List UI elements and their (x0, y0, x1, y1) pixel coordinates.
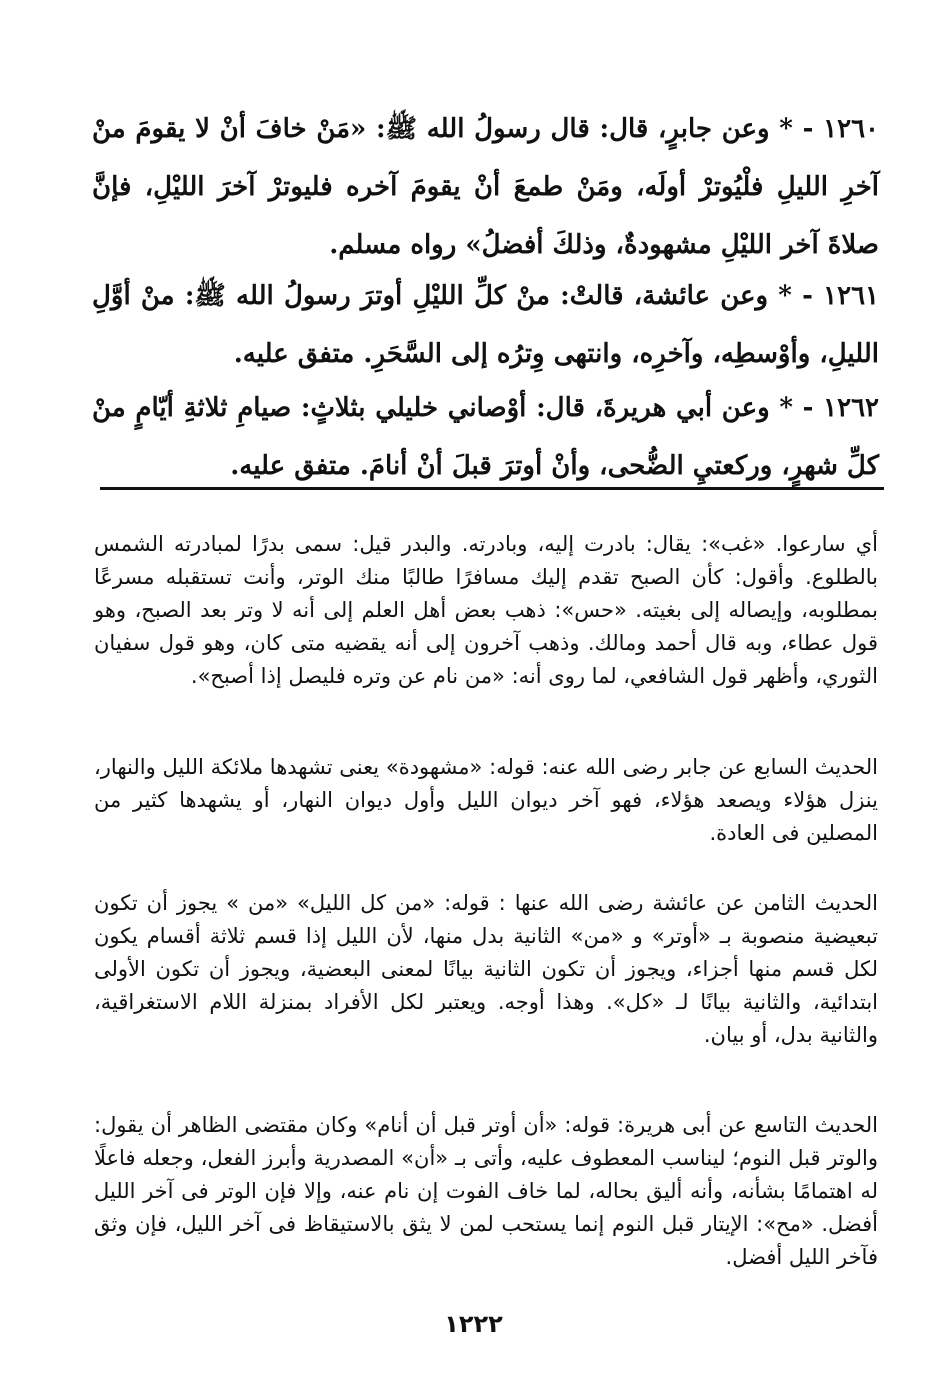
footnote-divider (100, 487, 884, 490)
hadith-1262: ١٢٦٢ - * وعن أبي هريرةَ، قال: أوْصاني خليلي بثلاثٍ: صيامِ ثلاثةِ أيّامٍ منْ كلِّ شهرٍ، وركعتيِ الضُّحى، وأنْ أوترَ قبلَ أنْ أنامَ. متفق عليه. (92, 393, 879, 481)
hadith-1261: ١٢٦١ - * وعن عائشة، قالتْ: منْ كلِّ الليْلِ أوترَ رسولُ الله ﷺ: منْ أوَّلِ الليلِ، وأوْسطِه، وآخرِه، وانتهى وِترُه إلى السَّحَرِ. متفق عليه. (92, 281, 879, 369)
commentary-paragraph-2: الحديث السابع عن جابر رضى الله عنه: قوله: «مشهودة» يعنى تشهدها ملائكة الليل والنهار، ينزل هؤلاء ويصعد هؤلاء، فهو آخر ديوان الليل وأول ديوان النهار، أو يشهدها كثير من المصلين فى العادة. (94, 755, 878, 845)
hadith-1260: ١٢٦٠ - * وعن جابرٍ، قال: قال رسولُ الله ﷺ: «مَنْ خافَ أنْ لا يقومَ منْ آخرِ الليلِ فلْيُوترْ أولَه، ومَنْ طمعَ أنْ يقومَ آخره فليوترْ آخرَ الليْلِ، فإنَّ صلاةَ آخر الليْلِ مشهودةٌ، وذلكَ أفضلُ» رواه مسلم. (92, 114, 879, 260)
commentary-paragraph-3: الحديث الثامن عن عائشة رضى الله عنها : قوله: «من كل الليل» «من » يجوز أن تكون تبعيضية منصوبة بـ «أوتر» و «من» الثانية بدل منها، لأن الليل إذا قسم ثلاثة أقسام يكون لكل قسم منها أجزاء، ويجوز أن تكون الثانية بيانًا لمعنى البعضية، ويجوز أن تكون الأولى ابتدائية، والثانية بيانًا لـ «كل». وهذا أوجه. ويعتبر لكل الأفراد بمنزلة اللام الاستغراقية، والثانية بدل، أو بيان. (94, 891, 878, 1047)
commentary-paragraph-4: الحديث التاسع عن أبى هريرة: قوله: «أن أوتر قبل أن أنام» وكان مقتضى الظاهر أن يقول: والوتر قبل النوم؛ ليناسب المعطوف عليه، وأتى بـ «أن» المصدرية وأبرز الفعل، وجعله فاعلًا له اهتمامًا بشأنه، وأنه أليق بحاله، لما خاف الفوت إن نام عنه، وإلا فإن الوتر فى آخر الليل أفضل. «مح»: الإيتار قبل النوم إنما يستحب لمن لا يثق بالاستيقاظ فى آخر الليل، فإن وثق فآخر الليل أفضل. (94, 1113, 878, 1269)
page-number: ١٢٢٢ (444, 1310, 503, 1338)
commentary-paragraph-1: أي سارعوا. «غب»: يقال: بادرت إليه، وبادرته. والبدر قيل: سمى بدرًا لمبادرته الشمس بالطلوع. وأقول: كأن الصبح تقدم إليك مسافرًا طالبًا منك الوتر، وأنت تستقبله مسرعًا بمطلوبه، وإيصاله إلى بغيته. «حس»: ذهب بعض أهل العلم إلى أنه لا وتر بعد الصبح، وهو قول عطاء، وبه قال أحمد ومالك. وذهب آخرون إلى أنه يقضيه متى كان، وهو قول سفيان الثوري، وأظهر قول الشافعي، لما روى أنه: «من نام عن وتره فليصل إذا أصبح». (94, 532, 878, 688)
